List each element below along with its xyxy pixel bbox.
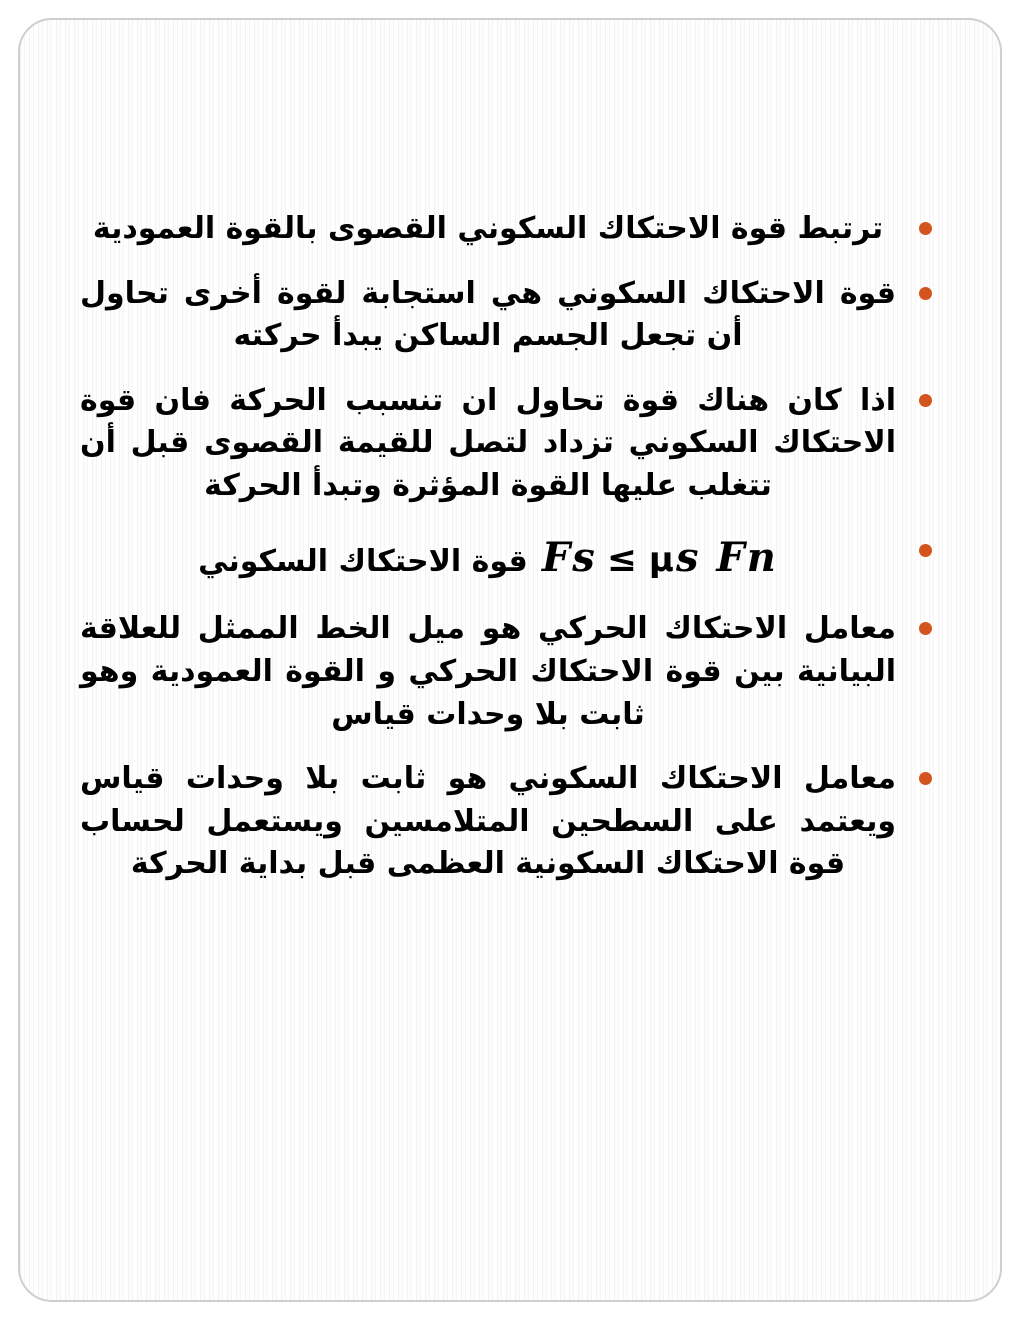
- formula-lhs: Fs: [541, 533, 597, 581]
- friction-inequality: [542, 530, 778, 587]
- bullet-marker-icon: [919, 287, 932, 300]
- bullet-list: [80, 208, 940, 886]
- bullet-marker-icon: [919, 222, 932, 235]
- formula-label: قوة الاحتكاك السكوني: [198, 543, 528, 579]
- bullet-marker-icon: [919, 394, 932, 407]
- list-item: [80, 380, 940, 508]
- slide-content: [80, 208, 940, 908]
- formula-line: [80, 530, 896, 587]
- bullet-text: معامل الاحتكاك السكوني هو ثابت بلا وحدات قياس ويعتمد على السطحين المتلامسين ويستعمل لحساب قوة الاحتكاك السكونية العظمى قبل بداية الحركة: [80, 761, 896, 882]
- bullet-text: اذا كان هناك قوة تحاول ان تنسبب الحركة فان قوة الاحتكاك السكوني تزداد لتصل للقيمة القصوى قبل أن تتغلب عليها القوة المؤثرة وتبدأ الحركة: [80, 382, 896, 503]
- list-item: [80, 758, 940, 886]
- formula-mu: μ: [648, 539, 676, 580]
- formula-subscript: s: [675, 533, 701, 581]
- bullet-text: معامل الاحتكاك الحركي هو ميل الخط الممثل للعلاقة البيانية بين قوة الاحتكاك الحركي و القوة العمودية وهو ثابت بلا وحدات قياس: [80, 611, 896, 732]
- formula-operator: ≤: [606, 538, 639, 580]
- slide-canvas: [18, 18, 1002, 1302]
- list-item-formula: [80, 530, 940, 587]
- bullet-marker-icon: [919, 622, 932, 635]
- list-item: [80, 273, 940, 358]
- list-item: [80, 208, 940, 251]
- formula-rhs: Fn: [716, 533, 778, 581]
- bullet-text: ترتبط قوة الاحتكاك السكوني القصوى بالقوة العمودية: [92, 211, 884, 246]
- bullet-text: قوة الاحتكاك السكوني هي استجابة لقوة أخرى تحاول أن تجعل الجسم الساكن يبدأ حركته: [80, 275, 896, 354]
- list-item: [80, 608, 940, 736]
- bullet-marker-icon: [919, 772, 932, 785]
- bullet-marker-icon: [919, 544, 932, 557]
